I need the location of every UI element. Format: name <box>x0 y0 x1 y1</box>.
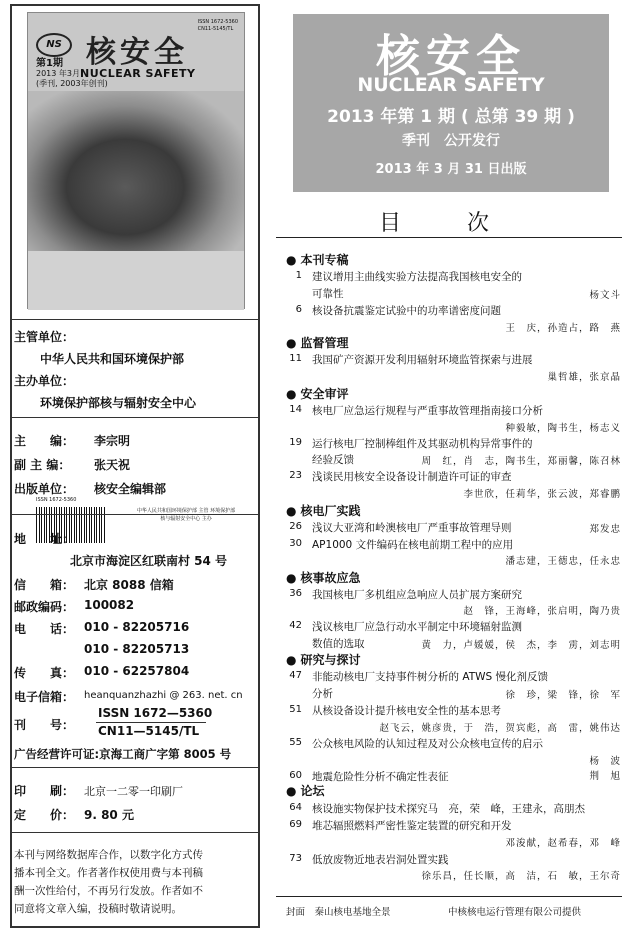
toc-article-title[interactable]: 公众核电风险的认知过程及对公众核电宣传的启示 <box>312 738 543 750</box>
toc-authors: 赵 锋，王海峰，张启明，陶乃贵 <box>463 606 621 617</box>
toc-article-title[interactable]: 低放废物近地表岩洞处置实践 <box>312 854 449 866</box>
toc-authors: 李世欣，任莉华，张云波，郑睿鹏 <box>463 489 621 500</box>
mailbox-value: 北京 8088 信箱 <box>84 578 174 592</box>
toc-authors: 徐乐昌，任长顺，高 洁，石 敏，王尔奇 <box>421 871 621 882</box>
address-value: 北京市海淀区红联南村 54 号 <box>70 554 228 568</box>
toc-heading: 目 次 <box>378 211 511 236</box>
supervisor-value: 中华人民共和国环境保护部 <box>40 352 185 366</box>
toc-page-number: 47 <box>289 670 302 681</box>
cover-photo-nuclear-plant <box>28 91 244 251</box>
divider <box>12 514 258 515</box>
toc-authors: 荆 旭 <box>589 771 621 782</box>
toc-authors: 杨 波 <box>589 756 621 767</box>
mailbox-label: 信 箱： <box>14 578 75 592</box>
journal-masthead <box>293 14 609 192</box>
cover-title: 核安全 <box>86 35 188 70</box>
masthead-date: 2013 年 3 月 31 日出版 <box>375 162 527 177</box>
toc-page-number: 73 <box>289 853 302 864</box>
cover-credit-left: 封面 秦山核电基地全景 <box>286 907 391 918</box>
cover-issue: 第1期 2013 年3月 (季刊, 2003年创刊) <box>36 58 108 88</box>
cover-credit-right: 中核核电运行管理有限公司提供 <box>448 907 582 918</box>
issn-divider <box>96 722 206 723</box>
copyright-notice: 本刊与网络数据库合作，以数字化方式传 播本刊全文。作者著作权使用费与本刊稿 酬一次性给付，不再另行发放。作者如不 同意将文章入编，投稿时敬请说明。 <box>14 849 203 915</box>
toc-authors: 周 红，肖 志，陶书生，郑丽馨，陈召林 <box>421 456 621 467</box>
toc-authors: 杨文斗 <box>589 290 621 301</box>
divider <box>12 832 258 833</box>
deputy-editor-label: 副 主 编： <box>14 458 71 472</box>
section-heading: ● 安全审评 <box>286 385 349 402</box>
section-heading: ● 核电厂实践 <box>286 502 361 519</box>
toc-article-title-cont[interactable]: 经验反馈 <box>312 454 354 466</box>
cn-value: CN11—5145/TL <box>98 724 200 738</box>
toc-page-number: 6 <box>295 304 302 315</box>
divider <box>12 417 258 418</box>
fax-value: 010 - 62257804 <box>84 664 190 678</box>
cover-issn: ISSN 1672-5360 CN11-5145/TL <box>197 19 238 32</box>
postcode-value: 100082 <box>84 598 135 612</box>
toc-page-number: 11 <box>289 353 302 364</box>
masthead-title-en: NUCLEAR SAFETY <box>357 74 545 96</box>
toc-article-title[interactable]: 浅议核电厂应急行动水平制定中环境辐射监测 <box>312 621 522 633</box>
address-label: 地 址： <box>14 532 75 546</box>
printer-label: 印 刷： <box>14 784 75 798</box>
cover-publisher-small: 中华人民共和国环境保护部 主管 环境保护部核与辐射安全中心 主办 <box>136 508 236 522</box>
phone-value-1: 010 - 82205716 <box>84 620 190 634</box>
toc-article-title-cont[interactable]: 可靠性 <box>312 288 344 300</box>
fax-label: 传 真： <box>14 666 75 680</box>
toc-article-title[interactable]: 核设施实物保护技术探究马 亮，荣 峰，王建永，高朋杰 <box>312 803 585 815</box>
toc-article-title[interactable]: 非能动核电厂支持事件树分析的 ATWS 慢化剂反馈 <box>312 671 549 683</box>
toc-article-title-cont[interactable]: 分析 <box>312 688 333 700</box>
toc-page-number: 1 <box>295 270 302 281</box>
email-value: heanquanzhazhi @ 263. net. cn <box>84 690 243 701</box>
issn-label: 刊 号： <box>14 718 75 732</box>
toc-page-number: 64 <box>289 802 302 813</box>
deputy-editor-value: 张天祝 <box>94 458 131 472</box>
section-heading: ● 论坛 <box>286 782 325 799</box>
toc-authors: 种毅敏，陶书生，杨志义 <box>505 423 621 434</box>
sponsor-value: 环境保护部核与辐射安全中心 <box>40 396 197 410</box>
toc-page-number: 60 <box>289 770 302 781</box>
postcode-label: 邮政编码： <box>14 600 75 614</box>
toc-authors: 巢哲雄，张京晶 <box>547 372 621 383</box>
toc-authors: 潘志建，王德忠，任永忠 <box>505 556 621 567</box>
masthead-frequency: 季刊 公开发行 <box>402 133 500 149</box>
toc-page-number: 14 <box>289 404 302 415</box>
toc-authors: 邓浚献，赵希春，邓 峰 <box>505 838 621 849</box>
toc-page-number: 19 <box>289 437 302 448</box>
toc-page-number: 26 <box>289 521 302 532</box>
divider <box>12 319 258 320</box>
ad-license: 广告经营许可证:京海工商广字第 8005 号 <box>14 747 232 761</box>
ns-logo-icon: NS <box>36 33 72 57</box>
toc-article-title[interactable]: 核电厂应急运行规程与严重事故管理指南接口分析 <box>312 405 543 417</box>
barcode-text: ISSN 1672-5360 <box>36 497 77 503</box>
chief-editor-value: 李宗明 <box>94 434 131 448</box>
issn-value: ISSN 1672—5360 <box>98 706 213 720</box>
chief-editor-label: 主 编： <box>14 434 75 448</box>
toc-authors: 黄 力，卢媛媛，侯 杰，李 雳，刘志明 <box>421 640 621 651</box>
section-heading: ● 核事故应急 <box>286 569 361 586</box>
phone-value-2: 010 - 82205713 <box>84 642 190 656</box>
publisher-label: 出版单位： <box>14 482 75 496</box>
price-label: 定 价： <box>14 808 75 822</box>
toc-article-title[interactable]: 地震危险性分析不确定性表征 <box>312 771 449 783</box>
toc-page-number: 55 <box>289 737 302 748</box>
price-value: 9. 80 元 <box>84 808 134 822</box>
toc-authors: 赵飞云，姚彦贵，于 浩，贺宾彪，高 雷，姚伟达 <box>379 723 621 734</box>
toc-authors: 王 庆，孙造占，路 燕 <box>505 323 621 334</box>
publisher-value: 核安全编辑部 <box>94 482 167 496</box>
toc-authors: 徐 珍，梁 锋，徐 军 <box>505 690 621 701</box>
toc-page-number: 36 <box>289 588 302 599</box>
masthead-issue: 2013 年第 1 期 ( 总第 39 期 ) <box>327 107 575 127</box>
toc-page-number: 69 <box>289 819 302 830</box>
toc-page-number: 30 <box>289 538 302 549</box>
toc-article-title[interactable]: 浅议大亚湾和岭澳核电厂严重事故管理导则 <box>312 522 512 534</box>
toc-page-number: 23 <box>289 470 302 481</box>
toc-article-title[interactable]: 我国矿产资源开发利用辐射环境监管探索与进展 <box>312 354 533 366</box>
supervisor-label: 主管单位： <box>14 330 75 344</box>
toc-top-rule <box>276 237 622 238</box>
toc-article-title[interactable]: 从核设备设计提升核电安全性的基本思考 <box>312 705 501 717</box>
section-heading: ● 监督管理 <box>286 334 349 351</box>
cover-title-en: NUCLEAR SAFETY <box>80 67 196 80</box>
toc-article-title[interactable]: 我国核电厂多机组应急响应人员扩展方案研究 <box>312 589 522 601</box>
toc-article-title[interactable]: 核设备抗震鉴定试验中的功率谱密度问题 <box>312 305 501 317</box>
section-heading: ● 研究与探讨 <box>286 651 361 668</box>
toc-page-number: 51 <box>289 704 302 715</box>
toc-article-title[interactable]: AP1000 文件编码在核电前期工程中的应用 <box>312 539 514 551</box>
sponsor-label: 主办单位： <box>14 374 75 388</box>
section-heading: ● 本刊专稿 <box>286 251 349 268</box>
toc-article-title[interactable]: 堆芯辐照燃料严密性鉴定装置的研究和开发 <box>312 820 512 832</box>
toc-article-title[interactable]: 浅谈民用核安全设备设计制造许可证的审查 <box>312 471 512 483</box>
printer-value: 北京一二零一印刷厂 <box>84 785 183 798</box>
divider <box>12 767 258 768</box>
toc-article-title-cont[interactable]: 数值的选取 <box>312 638 365 650</box>
toc-article-title[interactable]: 运行核电厂控制棒组件及其驱动机构异常事件的 <box>312 438 533 450</box>
toc-bottom-rule <box>276 896 622 897</box>
toc-page-number: 42 <box>289 620 302 631</box>
phone-label: 电 话： <box>14 622 75 636</box>
toc-authors: 郑发忠 <box>589 524 621 535</box>
masthead-info-panel <box>10 4 260 928</box>
toc-article-title[interactable]: 建议增用主曲线实验方法提高我国核电安全的 <box>312 271 522 283</box>
email-label: 电子信箱： <box>14 690 75 704</box>
masthead-title: 核安全 <box>376 31 526 82</box>
cover-header <box>28 13 244 93</box>
